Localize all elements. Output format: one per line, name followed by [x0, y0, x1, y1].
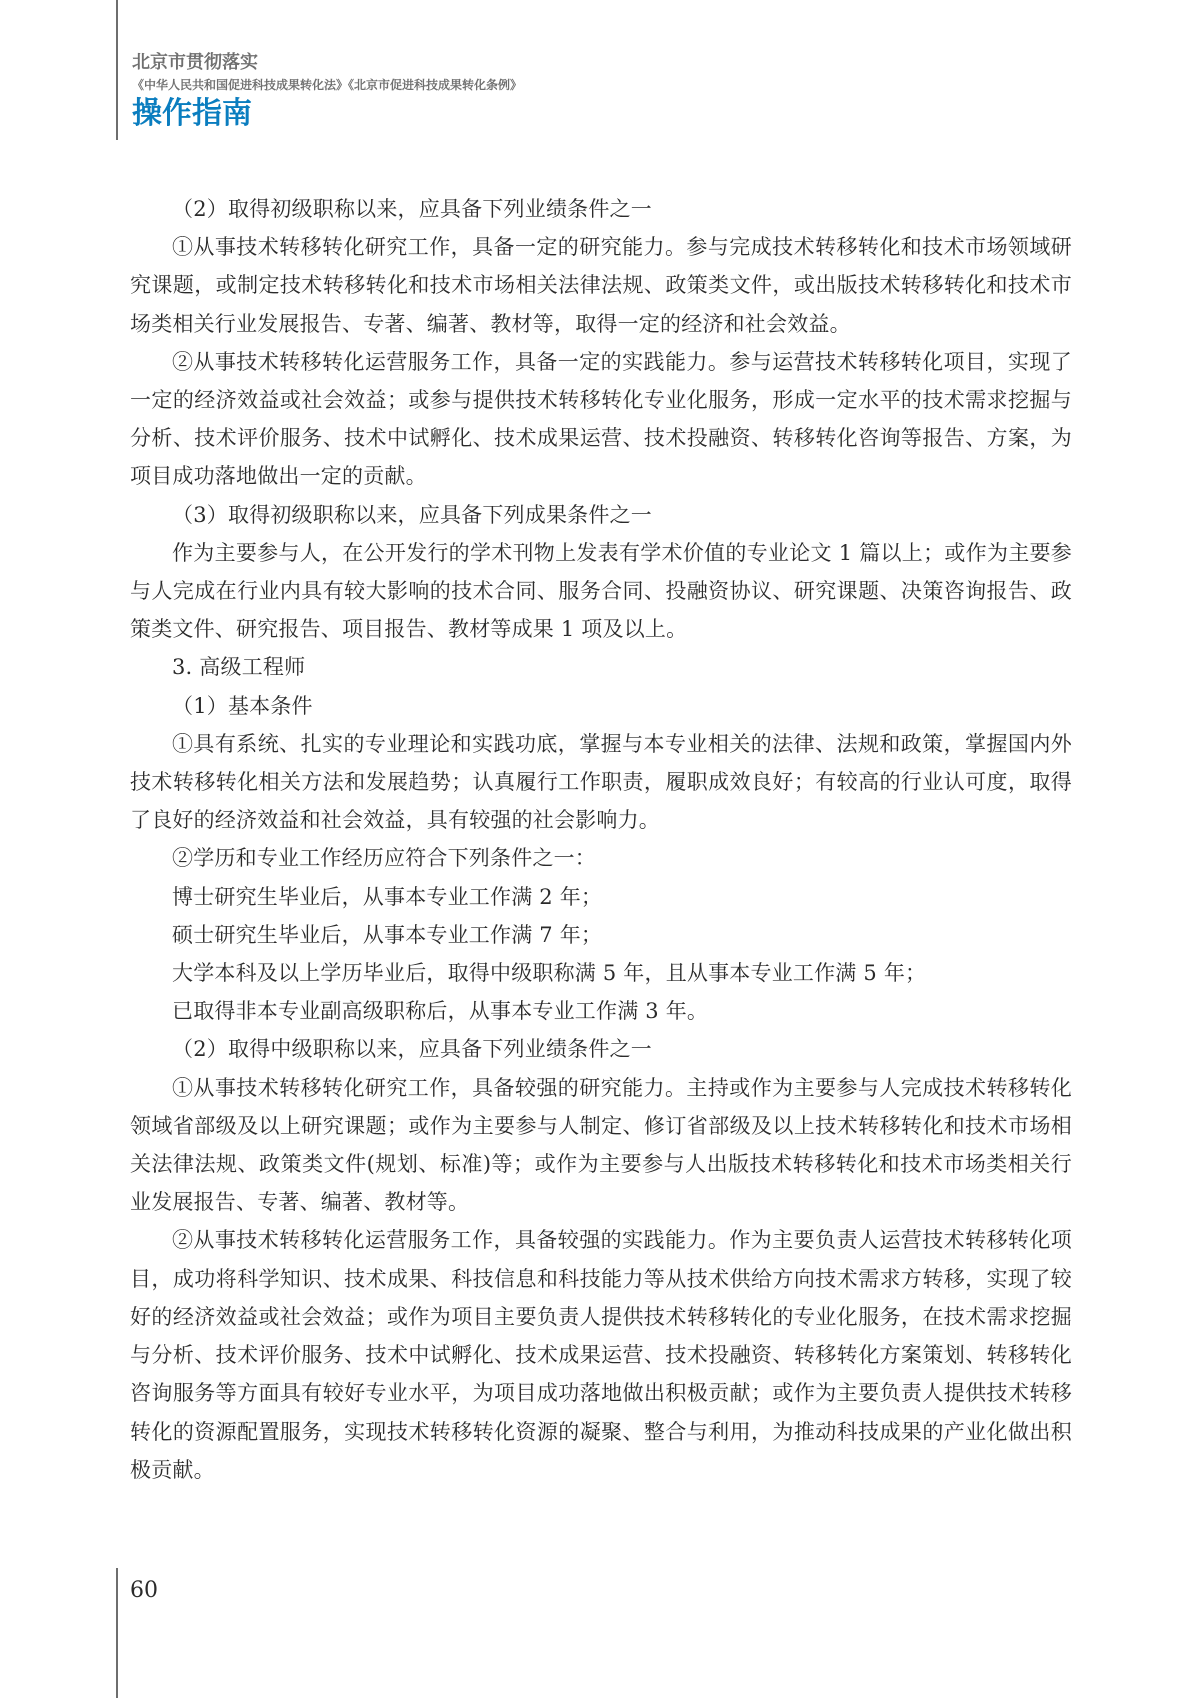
- running-header: [132, 52, 1132, 132]
- paragraph: （2）取得中级职称以来，应具备下列业绩条件之一: [172, 1037, 652, 1062]
- list-item: 博士研究生毕业后，从事本专业工作满 2 年；: [172, 884, 603, 909]
- header-law-subtitle: 《中华人民共和国促进科技成果转化法》《北京市促进科技成果转化条例》: [132, 78, 523, 92]
- footer-divider-line: [116, 1568, 118, 1698]
- header-city-title: 北京市贯彻落实: [132, 52, 258, 73]
- paragraph: （2）取得初级职称以来，应具备下列业绩条件之一: [172, 197, 652, 221]
- header-divider-line: [116, 0, 118, 140]
- paragraph: ①从事技术转移转化研究工作，具备较强的研究能力。主持或作为主要参与人完成技术转移转化领域省部级及以上研究课题；或作为主要参与人制定、修订省部级及以上技术转移转化和技术市场相关法律法规、政策类文件(规划、标准)等；或作为主要参与人出版技术转移转化和技术市场类相关行业发展报告、专著、编著、教材等。: [130, 1075, 1072, 1215]
- list-item: 已取得非本专业副高级职称后，从事本专业工作满 3 年。: [172, 999, 709, 1024]
- paragraph: 作为主要参与人，在公开发行的学术刊物上发表有学术价值的专业论文 1 篇以上；或作为主要参与人完成在行业内具有较大影响的技术合同、服务合同、投融资协议、研究课题、决策咨询报告、政策类文件、研究报告、项目报告、教材等成果 1 项及以上。: [130, 540, 1072, 642]
- paragraph: （1）基本条件: [172, 693, 313, 718]
- paragraph: ②学历和专业工作经历应符合下列条件之一：: [172, 846, 596, 871]
- list-item: 大学本科及以上学历毕业后，取得中级职称满 5 年，且从事本专业工作满 5 年；: [172, 961, 927, 986]
- paragraph: ②从事技术转移转化运营服务工作，具备较强的实践能力。作为主要负责人运营技术转移转化项目，成功将科学知识、技术成果、科技信息和科技能力等从技术供给方向技术需求方转移，实现了较好的经济效益或社会效益；或作为项目主要负责人提供技术转移转化的专业化服务，在技术需求挖掘与分析、技术评价服务、技术中试孵化、技术成果运营、技术投融资、转移转化方案策划、转移转化咨询服务等方面具有较好专业水平，为项目成功落地做出积极贡献；或作为主要负责人提供技术转移转化的资源配置服务，实现技术转移转化资源的凝聚、整合与利用，为推动科技成果的产业化做出积极贡献。: [130, 1228, 1072, 1482]
- header-guide-title: 操作指南: [132, 96, 252, 131]
- paragraph: ①具有系统、扎实的专业理论和实践功底，掌握与本专业相关的法律、法规和政策，掌握国内外技术转移转化相关方法和发展趋势；认真履行工作职责，履职成效良好；有较高的行业认可度，取得了良好的经济效益和社会效益，具有较强的社会影响力。: [130, 731, 1072, 833]
- page-number: 60: [130, 1578, 158, 1603]
- body-text: [130, 190, 1072, 1489]
- paragraph: ②从事技术转移转化运营服务工作，具备一定的实践能力。参与运营技术转移转化项目，实现了一定的经济效益或社会效益；或参与提供技术转移转化专业化服务，形成一定水平的技术需求挖掘与分析、技术评价服务、技术中试孵化、技术成果运营、技术投融资、转移转化咨询等报告、方案，为项目成功落地做出一定的贡献。: [130, 349, 1072, 489]
- section-heading: 3. 高级工程师: [172, 655, 306, 680]
- paragraph: （3）取得初级职称以来，应具备下列成果条件之一: [172, 502, 652, 527]
- paragraph: ①从事技术转移转化研究工作，具备一定的研究能力。参与完成技术转移转化和技术市场领域研究课题，或制定技术转移转化和技术市场相关法律法规、政策类文件，或出版技术转移转化和技术市场类相关行业发展报告、专著、编著、教材等，取得一定的经济和社会效益。: [130, 235, 1072, 336]
- list-item: 硕士研究生毕业后，从事本专业工作满 7 年；: [172, 922, 603, 947]
